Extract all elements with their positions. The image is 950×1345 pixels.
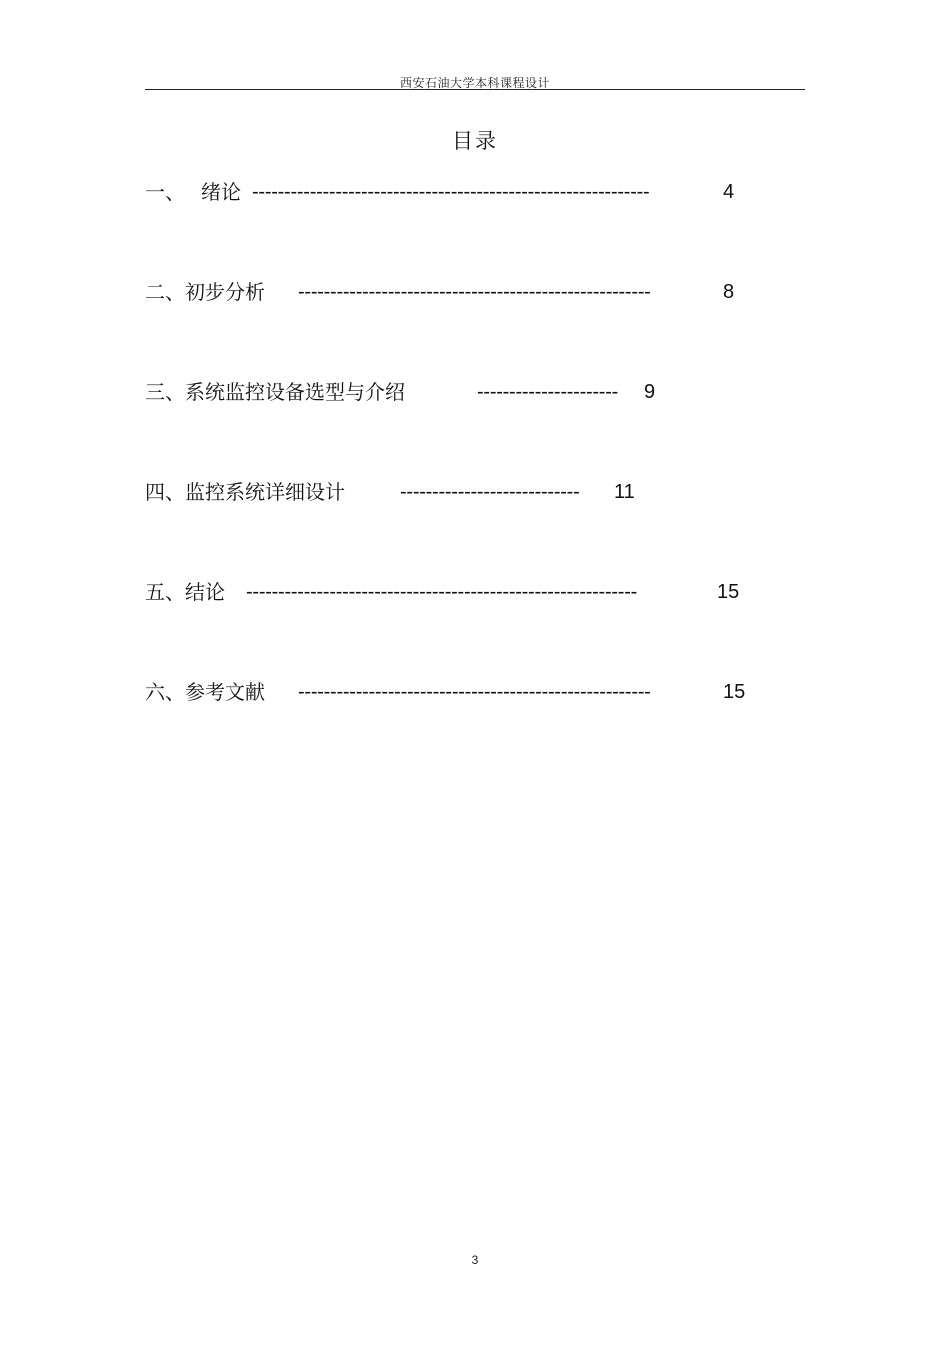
- toc-entry-leader: --------------------------------------------------------------: [252, 181, 650, 203]
- toc-entry-title: 监控系统详细设计: [185, 480, 345, 504]
- toc-entry-page: 9: [644, 381, 656, 403]
- toc-entry-page: 8: [723, 281, 735, 303]
- toc-entry-title: 初步分析: [185, 280, 265, 304]
- toc-entry-page: 11: [614, 481, 635, 503]
- toc-entry[interactable]: [145, 677, 746, 707]
- toc-entry-number: 六、: [145, 680, 185, 704]
- toc-entry-leader: ----------------------: [477, 381, 619, 403]
- toc-entry-number: 一、: [145, 180, 185, 204]
- toc-entry-number: 三、: [145, 380, 185, 404]
- toc-entry-leader: -------------------------------------------------------: [298, 281, 651, 303]
- toc-title: 目录: [452, 129, 498, 153]
- toc-entry-number: 二、: [145, 280, 185, 304]
- toc-entry[interactable]: [145, 177, 735, 207]
- toc-entry-title: 系统监控设备选型与介绍: [185, 380, 405, 404]
- toc-entry-title: 参考文献: [185, 680, 265, 704]
- toc-entry[interactable]: [145, 577, 740, 607]
- toc-entry-leader: ----------------------------: [400, 481, 580, 503]
- toc-entry-number: 五、: [145, 580, 185, 604]
- toc-entry[interactable]: [145, 277, 735, 307]
- toc-entry-title: 结论: [185, 580, 225, 604]
- toc-entry-title: 绪论: [201, 180, 241, 204]
- toc-entry[interactable]: [145, 477, 635, 507]
- toc-entry-leader: -------------------------------------------------------: [298, 681, 651, 703]
- toc-entry-page: 15: [723, 681, 746, 703]
- toc-entry[interactable]: [145, 377, 656, 407]
- toc-entry-page: 15: [717, 581, 740, 603]
- page-number: 3: [471, 1253, 479, 1267]
- running-header: [145, 72, 805, 90]
- toc-entry-page: 4: [723, 181, 735, 203]
- toc-entry-leader: -------------------------------------------------------------: [246, 581, 638, 603]
- running-header-text: 西安石油大学本科课程设计: [399, 76, 550, 90]
- toc-entry-number: 四、: [145, 480, 185, 504]
